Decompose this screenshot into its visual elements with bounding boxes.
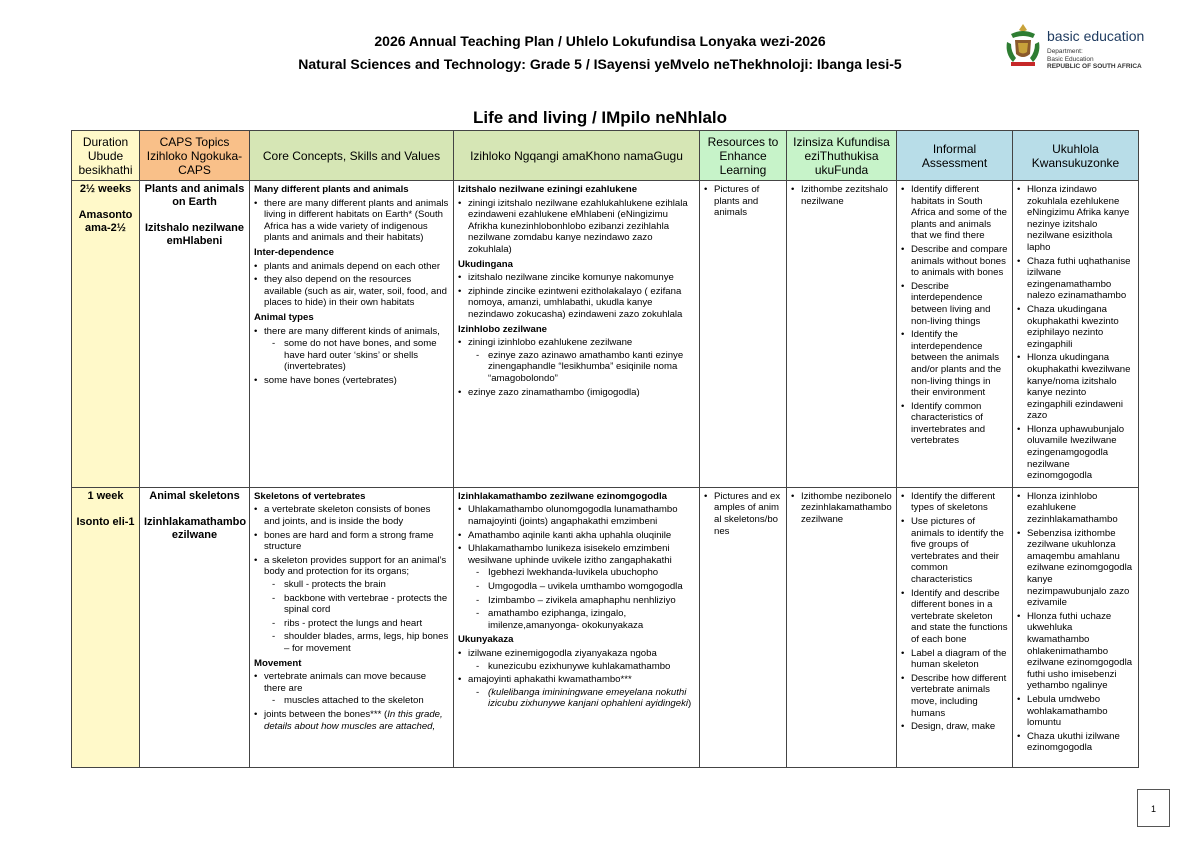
izihloko-cell: Izinhlakamathambo zezilwane ezinomgogodla • Uhlakamathambo olunomgogodla lunamathambo namajoyinti (joints) angaphakathi emzimbeni • Amathambo aqinile kanti akha uphahla oluqinile • Uhlakamathambo lunikeza isisekelo emzimbeni wesilwane uphinde uvikele izitho zangaphakathi - Igebhezi lwekhanda-luvikela ubuchopho - Umgogodla – uvikela umthambo womgogodla - Izimbambo – zivikela amaphaphu nenhliziyo - amathambo eziphanga, izingalo, imilenze,amanyonga- okokunyakaza Ukunyakaza • izilwane ezinemigogodla ziyanyakaza ngoba - kunezicubu ezixhunywe kuhlakamathambo • amajoyinti aphakathi kwamathambo*** - (kulelibanga imininingwane emeyelana nokuthi izicubu zixhunywe kanjani ophahleni ayidingeki) xyxy=(454,487,700,767)
col-informal-assessment: Informal Assessment xyxy=(897,131,1013,181)
section-title: Life and living / IMpilo neNhlalo xyxy=(472,108,728,127)
col-resources: Resources to Enhance Learning xyxy=(700,131,787,181)
resources-cell: • Pictures of plants and animals xyxy=(700,181,787,488)
izihloko-cell: Izitshalo nezilwane eziningi ezahlukene • ziningi izitshalo nezilwane ezahlukahlukene ezihlala ezindaweni ezahlukene eMhlabeni (eNingizimu Afrikha kunezinhlobonhlobo ezibanzi zezihlahla nezilwane zomdabu kanye nezindawo zazo zokuhlala) Ukudingana • izitshalo nezilwane zincike komunye nakomunye • ziphinde zincike ezintweni ezitholakalayo ( ezifana nomoya, amanzi, umhlabathi, ukudla kanye nezindawo zokucasha) ezindaweni zazo zokuhlala Izinhlobo zezilwane • ziningi izinhlobo ezahlukene zezilwane - ezinye zazo azinawo amathambo kanti ezinye zinengaphandle “lesikhumba” esiqinile noma “amagobolondo” • ezinye zazo zinamathambo (imigogodla) xyxy=(454,181,700,488)
col-core-concepts: Core Concepts, Skills and Values xyxy=(250,131,454,181)
header-row xyxy=(72,131,1139,181)
izinsiza-cell: • Izithombe zezitshalo nezilwane xyxy=(787,181,897,488)
page-number: 1 xyxy=(1137,789,1170,827)
ukuhlola-cell: • Hlonza izindawo zokuhlala ezehlukene eNingizimu Afrika kanye nezinye izitshalo nezilwane esizithola lapho • Chaza futhi uqhathanise izilwane ezingenamathambo nalezo ezinamathambo • Chaza ukudingana okuphakathi kwezinto eziphilayo nezinto ezingaphili • Hlonza ukudingana okuphakathi kwezilwane kanye/noma izitshalo kanye nezinto ezingaphili ezindaweni zazo • Hlonza uphawubunjalo oluvamile lwezilwane ezingenamgogodla nezilwane ezinomgogodla xyxy=(1013,181,1139,488)
teaching-plan-table xyxy=(71,130,1139,768)
col-izinsiza: Izinsiza Kufundisa eziThuthukisa ukuFunda xyxy=(787,131,897,181)
plan-title: 2026 Annual Teaching Plan / Uhlelo Lokufundisa Lonyaka wezi-2026 xyxy=(374,33,826,49)
resources-cell: • Pictures and examples of animal skeletons/bones xyxy=(700,487,787,767)
topic-cell: Animal skeletons Izinhlakamathambo ezilwane xyxy=(140,487,250,767)
logo-department: Department: Basic Education REPUBLIC OF SOUTH AFRICA xyxy=(1047,48,1142,70)
ukuhlola-cell: • Hlonza izinhlobo ezahlukene zezinhlakamathambo • Sebenzisa izithombe zezilwane ukuhlonza amaqembu amahlanu ezilwane ezinomgogodla kanye nezimpawubunjalo zazo ezivamile • Hlonza futhi uchaze ukwehluka kwamathambo ohlakenimathambo ezilwane ezinomgogodla futhi usho imisebenzi yethambo ngalinye • Lebula umdwebo wohlakamathambo lomuntu • Chaza ukuthi izilwane ezinomgogodla xyxy=(1013,487,1139,767)
core-concepts-cell: Many different plants and animals • there are many different plants and animals living in different habitats on Earth* (South Africa has a wide variety of indigenous plants and animals and their habitats) Inter-dependence • plants and animals depend on each other • they also depend on the resources available (such as air, water, soil, food, and places to hide) in their own habitats Animal types • there are many different kinds of animals, - some do not have bones, and some have hard outer ‘skins’ or shells (invertebrates) • some have bones (vertebrates) xyxy=(250,181,454,488)
duration-cell: 2½ weeks Amasonto ama-2½ xyxy=(72,181,140,488)
col-caps-topics: CAPS Topics Izihloko Ngokuka-CAPS xyxy=(140,131,250,181)
table-row xyxy=(72,487,1139,767)
izinsiza-cell: • Izithombe nezibonelo zezinhlakamathambo zezilwane xyxy=(787,487,897,767)
logo-wordmark: basic education xyxy=(1047,28,1145,44)
subject-title: Natural Sciences and Technology: Grade 5 / ISayensi yeMvelo neThekhnoloji: Ibanga lesi-5 xyxy=(298,56,902,72)
col-izihloko-ngqangi: Izihloko Ngqangi amaKhono namaGugu xyxy=(454,131,700,181)
coat-of-arms-icon xyxy=(1003,22,1043,70)
table-row xyxy=(72,181,1139,488)
core-concepts-cell: Skeletons of vertebrates • a vertebrate skeleton consists of bones and joints, and is inside the body • bones are hard and form a strong frame structure • a skeleton provides support for an animal’s body and protection for its organs; - skull - protects the brain - backbone with vertebrae - protects the spinal cord - ribs - protect the lungs and heart - shoulder blades, arms, legs, hip bones – for movement Movement • vertebrate animals can move because there are - muscles attached to the skeleton • joints between the bones*** (In this grade, details about how muscles are attached, xyxy=(250,487,454,767)
informal-assessment-cell: • Identify different habitats in South Africa and some of the plants and animals that we find there • Describe and compare animals without bones to animals with bones • Describe interdependence between living and non-living things • Identify the interdependence between the animals and/or plants and the non-living things in their environment • Identify common characteristics of invertebrates and vertebrates xyxy=(897,181,1013,488)
duration-cell: 1 week Isonto eli-1 xyxy=(72,487,140,767)
topic-cell: Plants and animals on Earth Izitshalo nezilwane emHlabeni xyxy=(140,181,250,488)
col-duration: Duration Ubude besikhathi xyxy=(72,131,140,181)
department-logo xyxy=(1003,22,1153,72)
informal-assessment-cell: • Identify the different types of skeletons • Use pictures of animals to identify the five groups of vertebrates and their common characteristics • Identify and describe different bones in a vertebrate skeleton and state the functions of each bone • Label a diagram of the human skeleton • Describe how different vertebrate animals move, including humans • Design, draw, make xyxy=(897,487,1013,767)
col-ukuhlola: Ukuhlola Kwansukuzonke xyxy=(1013,131,1139,181)
